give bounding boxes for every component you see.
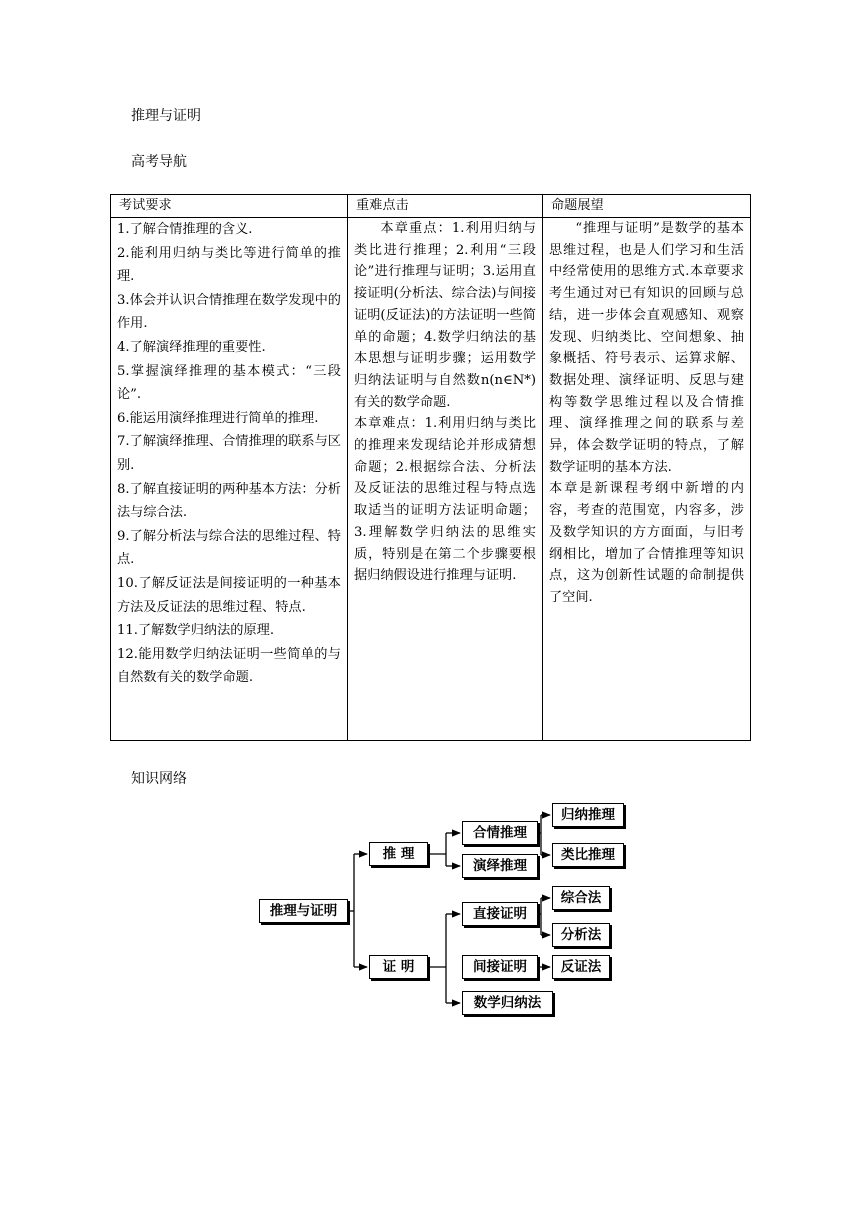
section-heading-network: 知识网络 — [131, 771, 187, 787]
requirements-cell — [111, 218, 348, 741]
node-indirect-proof: 间接证明 — [462, 955, 538, 979]
outlook-paragraph-1: “推理与证明”是数学的基本思维过程，也是人们学习和生活中经常使用的思维方式.本章要求考生通过对已有知识的回顾与总结，进一步体会直观感知、观察发现、归纳类比、空间想象、抽象概括、符号表示、运算求解、数据处理、演绎证明、反思与建构等数学思维过程以及合情推理、演绎推理之间的联系与差异，体会数学证明的特点，了解数学证明的基本方法. — [549, 221, 744, 475]
node-contradiction-method: 反证法 — [552, 955, 610, 979]
table-header-row — [111, 195, 751, 218]
node-analysis-method: 分析法 — [552, 923, 610, 947]
requirement-item: 2.能利用归纳与类比等进行简单的推理. — [117, 245, 341, 285]
table-row — [111, 218, 751, 741]
node-math-induction: 数学归纳法 — [462, 991, 553, 1015]
section-heading-guide: 高考导航 — [131, 154, 187, 170]
requirement-item: 9.了解分析法与综合法的思维过程、特点. — [117, 528, 341, 568]
key-points-cell — [348, 218, 543, 741]
requirement-item: 4.了解演绎推理的重要性. — [117, 339, 266, 355]
node-proof: 证 明 — [369, 955, 428, 979]
node-plausible-reasoning: 合情推理 — [462, 821, 538, 845]
difficult-points-text: 本章难点：1.利用归纳与类比的推理来发现结论并形成猜想命题；2.根据综合法、分析法及反证法的思维过程与特点选取适当的证明方法证明命题；3.理解数学归纳法的思维实质，特别是在第二个步骤要根据归纳假设进行推理与证明. — [354, 416, 536, 584]
header-key-points: 重难点击 — [348, 195, 543, 218]
outlook-paragraph-2: 本章是新课程考纲中新增的内容，考查的范围宽，内容多，涉及数学知识的方方面面，与旧考纲相比，增加了合情推理等知识点，这为创新性试题的命制提供了空间. — [549, 481, 744, 605]
requirement-item: 3.体会并认识合情推理在数学发现中的作用. — [117, 292, 341, 332]
outlook-cell — [543, 218, 751, 741]
node-direct-proof: 直接证明 — [462, 902, 538, 926]
requirement-item: 10.了解反证法是间接证明的一种基本方法及反证法的思维过程、特点. — [117, 575, 341, 615]
node-root: 推理与证明 — [259, 899, 348, 923]
node-analogy-reasoning: 类比推理 — [552, 843, 624, 867]
knowledge-network-diagram — [250, 800, 630, 1022]
requirement-item: 1.了解合情推理的含义. — [117, 222, 253, 237]
node-reasoning: 推 理 — [369, 842, 428, 866]
requirement-item: 8.了解直接证明的两种基本方法：分析法与综合法. — [117, 481, 341, 521]
node-synthesis-method: 综合法 — [552, 886, 610, 910]
exam-guide-table — [110, 194, 751, 741]
requirement-item: 12.能用数学归纳法证明一些简单的与自然数有关的数学命题. — [117, 646, 341, 686]
requirement-item: 5.掌握演绎推理的基本模式：“三段论”. — [117, 363, 341, 403]
key-points-text: 本章重点：1.利用归纳与类比进行推理；2.利用“三段论”进行推理与证明；3.运用直接证明(分析法、综合法)与间接证明(反证法)的方法证明一些简单的命题；4.数学归纳法的基本思想与证明步骤；运用数学归纳法证明与自然数n(n∈N*)有关的数学命题. — [354, 221, 536, 410]
requirement-item: 7.了解演绎推理、合情推理的联系与区别. — [117, 434, 341, 473]
page-title: 推理与证明 — [131, 108, 201, 124]
requirement-item: 6.能运用演绎推理进行简单的推理. — [117, 410, 319, 426]
requirement-item: 11.了解数学归纳法的原理. — [117, 623, 275, 639]
header-requirements: 考试要求 — [111, 195, 348, 218]
header-outlook: 命题展望 — [543, 195, 751, 218]
node-induction-reasoning: 归纳推理 — [552, 803, 624, 827]
node-deductive-reasoning: 演绎推理 — [462, 854, 538, 878]
